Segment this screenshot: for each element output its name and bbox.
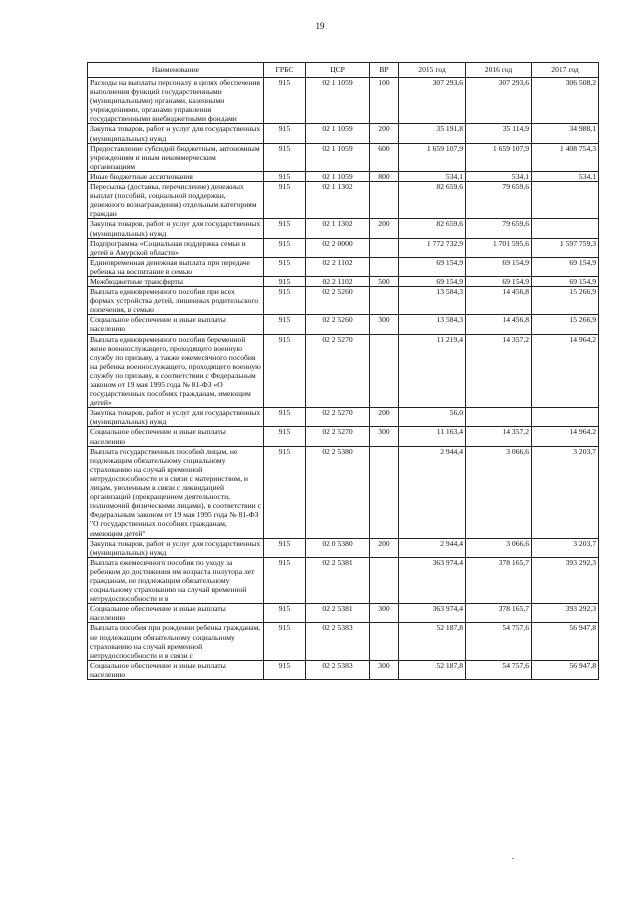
budget-table-container [87, 62, 598, 680]
header-vr: ВР [370, 63, 399, 78]
budget-table [87, 62, 599, 680]
cell-name: Межбюджетные трансферты [88, 276, 264, 286]
cell-2016: 69 154,9 [466, 257, 532, 276]
cell-grbs: 915 [264, 623, 306, 660]
cell-name: Пересылка (доставка, перечисление) денежных выплат (пособий, социальной поддержки, денежного вознаграждения) отдельным категориям граждан [88, 182, 264, 219]
cell-2015: 13 584,3 [399, 287, 466, 315]
cell-csr: 02 0 5380 [306, 538, 370, 557]
cell-2017: 69 154,9 [532, 276, 599, 286]
cell-name: Социальное обеспечение и иные выплаты населению [88, 604, 264, 623]
cell-grbs: 915 [264, 287, 306, 315]
table-row [88, 315, 599, 334]
cell-2016: 54 757,6 [466, 623, 532, 660]
cell-2015: 56,0 [399, 408, 466, 427]
cell-csr: 02 2 5270 [306, 408, 370, 427]
cell-2017: 534,1 [532, 171, 599, 181]
cell-2017 [532, 182, 599, 219]
cell-grbs: 915 [264, 257, 306, 276]
cell-grbs: 915 [264, 124, 306, 143]
cell-2016: 534,1 [466, 171, 532, 181]
cell-vr [370, 557, 399, 603]
cell-grbs: 915 [264, 446, 306, 538]
cell-2015: 1 659 107,9 [399, 143, 466, 171]
cell-csr: 02 2 5260 [306, 315, 370, 334]
table-row [88, 276, 599, 286]
table-row [88, 287, 599, 315]
cell-2016: 14 357,2 [466, 334, 532, 408]
cell-grbs: 915 [264, 219, 306, 238]
cell-vr: 500 [370, 276, 399, 286]
cell-name: Предоставление субсидий бюджетным, автономным учреждениям и иным некоммерческим организациям [88, 143, 264, 171]
table-row [88, 623, 599, 660]
cell-2017: 3 203,7 [532, 446, 599, 538]
cell-name: Выплата единовременного пособия при всех формах устройства детей, лишенных родительского попечения, в семью [88, 287, 264, 315]
cell-grbs: 915 [264, 427, 306, 446]
table-row [88, 334, 599, 408]
cell-name: Закупка товаров, работ и услуг для государственных (муниципальных) нужд [88, 124, 264, 143]
cell-2016: 14 357,2 [466, 427, 532, 446]
cell-name: Социальное обеспечение и иные выплаты населению [88, 427, 264, 446]
cell-csr: 02 2 5270 [306, 427, 370, 446]
cell-vr: 300 [370, 604, 399, 623]
cell-vr [370, 182, 399, 219]
cell-grbs: 915 [264, 315, 306, 334]
cell-csr: 02 1 1302 [306, 219, 370, 238]
cell-2015: 69 154,9 [399, 257, 466, 276]
cell-2015: 363 974,4 [399, 557, 466, 603]
cell-name: Единовременная денежная выплата при передаче ребенка на воспитание в семью [88, 257, 264, 276]
cell-grbs: 915 [264, 538, 306, 557]
cell-csr: 02 2 1102 [306, 276, 370, 286]
cell-name: Выплата ежемесячного пособия по уходу за ребенком до достижения им возраста полутора лет гражданам, не подлежащим обязательному социальному страхованию на случай временной нетрудоспособности и в [88, 557, 264, 603]
table-row [88, 660, 599, 679]
cell-name: Выплата пособия при рождении ребенка гражданам, не подлежащим обязательному социальному страхованию на случай временной нетрудоспособности и в связи с [88, 623, 264, 660]
cell-2015: 69 154,9 [399, 276, 466, 286]
cell-2017: 306 508,2 [532, 78, 599, 124]
cell-2017: 56 947,8 [532, 660, 599, 679]
cell-2017: 14 964,2 [532, 334, 599, 408]
cell-name: Социальное обеспечение и иные выплаты населению [88, 660, 264, 679]
table-row [88, 238, 599, 257]
table-row [88, 446, 599, 538]
cell-2015: 13 584,3 [399, 315, 466, 334]
cell-csr: 02 2 5381 [306, 557, 370, 603]
header-2015: 2015 год [399, 63, 466, 78]
table-header-row [88, 63, 599, 78]
cell-2016 [466, 408, 532, 427]
cell-csr: 02 2 5383 [306, 623, 370, 660]
header-2017: 2017 год [532, 63, 599, 78]
cell-2015: 307 293,6 [399, 78, 466, 124]
cell-name: Расходы на выплаты персоналу в целях обеспечения выполнения функций государственными (муниципальными) органами, казенными учреждениями, органами управления государственными внебюджетными фондами [88, 78, 264, 124]
cell-2016: 54 757,6 [466, 660, 532, 679]
cell-2017: 1 597 759,3 [532, 238, 599, 257]
cell-name: Иные бюджетные ассигнования [88, 171, 264, 181]
cell-2017 [532, 408, 599, 427]
cell-2015: 35 191,8 [399, 124, 466, 143]
cell-grbs: 915 [264, 660, 306, 679]
table-row [88, 182, 599, 219]
table-row [88, 219, 599, 238]
table-row [88, 427, 599, 446]
cell-vr: 600 [370, 143, 399, 171]
table-row [88, 78, 599, 124]
cell-grbs: 915 [264, 604, 306, 623]
cell-grbs: 915 [264, 557, 306, 603]
cell-csr: 02 1 1302 [306, 182, 370, 219]
cell-2016: 1 659 107,9 [466, 143, 532, 171]
cell-vr: 300 [370, 315, 399, 334]
cell-2015: 363 974,4 [399, 604, 466, 623]
cell-csr: 02 2 5380 [306, 446, 370, 538]
cell-grbs: 915 [264, 78, 306, 124]
cell-csr: 02 1 1059 [306, 124, 370, 143]
header-csr: ЦСР [306, 63, 370, 78]
table-row [88, 604, 599, 623]
table-body [88, 78, 599, 680]
cell-2017: 34 988,1 [532, 124, 599, 143]
cell-2015: 52 187,8 [399, 623, 466, 660]
cell-csr: 02 2 5270 [306, 334, 370, 408]
page-number: 19 [315, 21, 325, 31]
cell-2017: 1 408 754,3 [532, 143, 599, 171]
cell-2016: 69 154,9 [466, 276, 532, 286]
cell-vr: 300 [370, 660, 399, 679]
header-2016: 2016 год [466, 63, 532, 78]
cell-vr [370, 334, 399, 408]
cell-2016: 307 293,6 [466, 78, 532, 124]
table-row [88, 171, 599, 181]
cell-csr: 02 2 5381 [306, 604, 370, 623]
cell-grbs: 915 [264, 334, 306, 408]
cell-2017: 15 266,9 [532, 287, 599, 315]
cell-2017: 393 292,3 [532, 557, 599, 603]
cell-csr: 02 2 1102 [306, 257, 370, 276]
cell-2016: 378 165,7 [466, 557, 532, 603]
cell-2017: 14 964,2 [532, 427, 599, 446]
cell-vr: 300 [370, 427, 399, 446]
table-row [88, 257, 599, 276]
cell-csr: 02 1 1059 [306, 171, 370, 181]
table-row [88, 538, 599, 557]
cell-2015: 534,1 [399, 171, 466, 181]
table-row [88, 143, 599, 171]
cell-2016: 14 456,8 [466, 315, 532, 334]
cell-2017: 56 947,8 [532, 623, 599, 660]
cell-2016: 1 701 595,6 [466, 238, 532, 257]
cell-grbs: 915 [264, 182, 306, 219]
cell-2016: 35 114,9 [466, 124, 532, 143]
cell-2015: 1 772 732,9 [399, 238, 466, 257]
cell-vr: 200 [370, 538, 399, 557]
cell-name: Закупка товаров, работ и услуг для государственных (муниципальных) нужд [88, 219, 264, 238]
cell-grbs: 915 [264, 408, 306, 427]
cell-2016: 79 659,6 [466, 219, 532, 238]
cell-2016: 3 066,6 [466, 538, 532, 557]
cell-2015: 82 659,6 [399, 182, 466, 219]
table-row [88, 124, 599, 143]
cell-2017: 3 203,7 [532, 538, 599, 557]
cell-grbs: 915 [264, 238, 306, 257]
cell-2015: 2 944,4 [399, 538, 466, 557]
cell-vr [370, 257, 399, 276]
cell-grbs: 915 [264, 171, 306, 181]
cell-csr: 02 2 0000 [306, 238, 370, 257]
cell-name: Подпрограмма «Социальная поддержка семьи и детей в Амурской области» [88, 238, 264, 257]
cell-vr [370, 623, 399, 660]
header-name: Наименование [88, 63, 264, 78]
cell-2015: 52 187,8 [399, 660, 466, 679]
cell-name: Социальное обеспечение и иные выплаты населению [88, 315, 264, 334]
cell-2017: 15 266,9 [532, 315, 599, 334]
cell-2017: 69 154,9 [532, 257, 599, 276]
cell-2016: 378 165,7 [466, 604, 532, 623]
cell-vr: 200 [370, 219, 399, 238]
cell-name: Выплата единовременного пособия беременной жене военнослужащего, проходящего военную службу по призыву, а также ежемесячного пособия на ребенка военнослужащего, проходящего военную службу по призыву, в соответствии с Федеральным законом от 19 мая 1995 года № 81-ФЗ «О государственных пособиях гражданам, имеющим детей» [88, 334, 264, 408]
cell-vr [370, 238, 399, 257]
cell-vr [370, 287, 399, 315]
cell-2016: 14 456,8 [466, 287, 532, 315]
cell-2016: 79 659,6 [466, 182, 532, 219]
cell-csr: 02 2 5383 [306, 660, 370, 679]
cell-vr: 200 [370, 124, 399, 143]
cell-name: Выплата государственных пособий лицам, не подлежащим обязательному социальному страхованию на случай временной нетрудоспособности и в связи с материнством, и лицам, уволенным в связи с ликвидацией организаций (прекращением деятельности, полномочий физическими лицами), в соответствии с Федеральным законом от 19 мая 1995 года № 81-ФЗ "О государственных пособиях гражданам, имеющим детей" [88, 446, 264, 538]
cell-name: Закупка товаров, работ и услуг для государственных (муниципальных) нужд [88, 538, 264, 557]
cell-csr: 02 2 5260 [306, 287, 370, 315]
cell-csr: 02 1 1059 [306, 78, 370, 124]
cell-vr: 800 [370, 171, 399, 181]
cell-2017 [532, 219, 599, 238]
cell-2017: 393 292,3 [532, 604, 599, 623]
header-grbs: ГРБС [264, 63, 306, 78]
cell-2015: 2 944,4 [399, 446, 466, 538]
table-row [88, 408, 599, 427]
cell-2015: 11 163,4 [399, 427, 466, 446]
cell-vr: 200 [370, 408, 399, 427]
table-row [88, 557, 599, 603]
cell-2015: 11 219,4 [399, 334, 466, 408]
scan-speck [512, 858, 514, 859]
cell-grbs: 915 [264, 143, 306, 171]
cell-grbs: 915 [264, 276, 306, 286]
cell-2016: 3 066,6 [466, 446, 532, 538]
cell-name: Закупка товаров, работ и услуг для государственных (муниципальных) нужд [88, 408, 264, 427]
cell-vr [370, 446, 399, 538]
cell-csr: 02 1 1059 [306, 143, 370, 171]
cell-vr: 100 [370, 78, 399, 124]
cell-2015: 82 659,6 [399, 219, 466, 238]
